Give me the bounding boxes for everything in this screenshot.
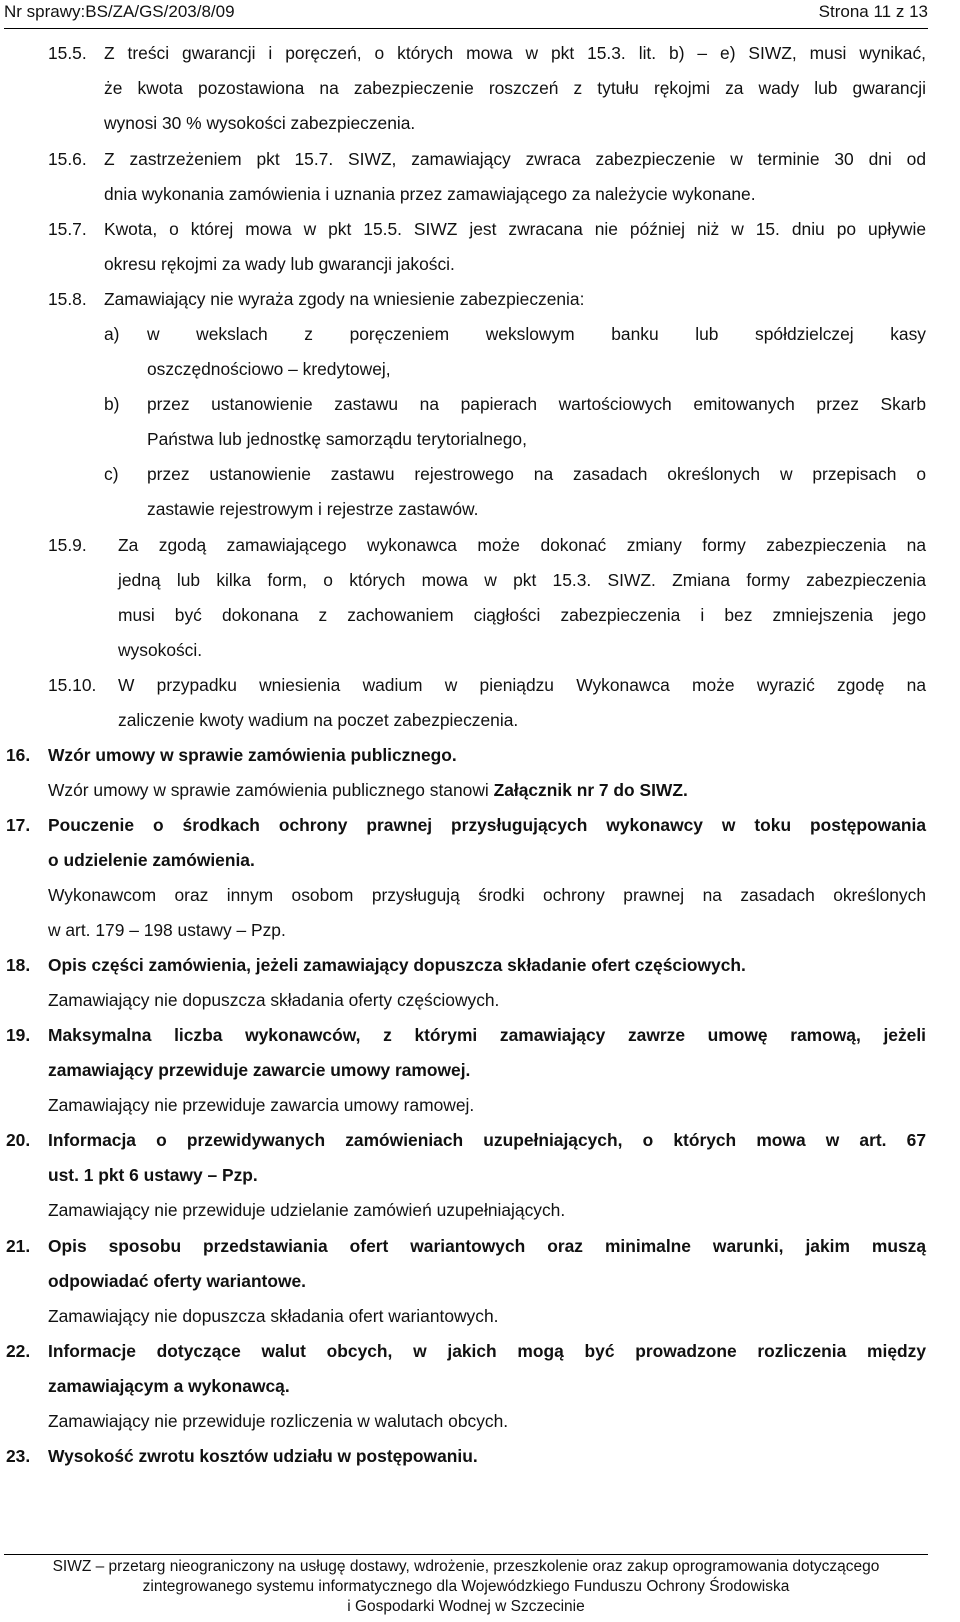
footer-line: SIWZ – przetarg nieograniczony na usługę dostawy, wdrożenie, przeszkolenie oraz zakup oprogramowania dotyczącego — [52, 1558, 880, 1575]
list-letter: a) — [104, 324, 120, 344]
text-line: Wykonawcom oraz innym osobom przysługują środki ochrony prawnej na zasadach określonych — [48, 885, 926, 905]
section-heading: zamawiającym a wykonawcą. — [48, 1376, 290, 1396]
section-number: 23. — [6, 1446, 31, 1466]
text-line: Zamawiający nie przewiduje udzielanie zamówień uzupełniających. — [48, 1200, 566, 1220]
attachment-reference: Załącznik nr 7 do SIWZ. — [493, 780, 688, 800]
section-heading: Opis części zamówienia, jeżeli zamawiający dopuszcza składanie ofert częściowych. — [48, 955, 746, 975]
section-number: 21. — [6, 1236, 31, 1256]
section-heading: odpowiadać oferty wariantowe. — [48, 1271, 307, 1291]
section-heading: o udzielenie zamówienia. — [48, 850, 255, 870]
item-number: 15.7. — [48, 219, 87, 239]
page-number: Strona 11 z 13 — [818, 2, 928, 21]
section-heading: Pouczenie o środkach ochrony prawnej przysługujących wykonawcy w toku postępowania — [48, 815, 926, 835]
text-line: Zamawiający nie wyraża zgody na wniesienie zabezpieczenia: — [104, 289, 585, 309]
section-heading: Opis sposobu przedstawiania ofert wariantowych oraz minimalne warunki, jakim muszą — [48, 1236, 926, 1256]
text-line: dnia wykonania zamówienia i uznania przez zamawiającego za należycie wykonane. — [104, 184, 756, 204]
section-heading: ust. 1 pkt 6 ustawy – Pzp. — [48, 1165, 258, 1185]
text-line: przez ustanowienie zastawu rejestrowego na zasadach określonych w przepisach o — [147, 464, 926, 484]
text-line: Wzór umowy w sprawie zamówienia publicznego stanowi Załącznik nr 7 do SIWZ. — [48, 780, 688, 800]
list-letter: b) — [104, 394, 120, 414]
section-number: 22. — [6, 1341, 31, 1361]
section-number: 16. — [6, 745, 31, 765]
text-line: musi być dokonana z zachowaniem ciągłości zabezpieczenia i bez zmniejszenia jego — [118, 605, 926, 625]
text-line: Zamawiający nie przewiduje rozliczenia w walutach obcych. — [48, 1411, 509, 1431]
footer-line: i Gospodarki Wodnej w Szczecinie — [347, 1598, 585, 1615]
text-line: jedną lub kilka form, o których mowa w pkt 15.3. SIWZ. Zmiana formy zabezpieczenia — [118, 570, 926, 590]
text-line: w art. 179 – 198 ustawy – Pzp. — [48, 920, 286, 940]
section-heading: Informacje dotyczące walut obcych, w jakich mogą być prowadzone rozliczenia między — [48, 1341, 926, 1361]
section-heading: zamawiający przewiduje zawarcie umowy ramowej. — [48, 1060, 471, 1080]
text-line: oszczędnościowo – kredytowej, — [147, 359, 391, 379]
text-line: W przypadku wniesienia wadium w pieniądzu Wykonawca może wyrazić zgodę na — [118, 675, 926, 695]
text-line: wysokości. — [118, 640, 203, 660]
section-number: 19. — [6, 1025, 31, 1045]
text-line: Państwa lub jednostkę samorządu terytorialnego, — [147, 429, 527, 449]
section-heading: Wzór umowy w sprawie zamówienia publicznego. — [48, 745, 457, 765]
text-line: Z treści gwarancji i poręczeń, o których mowa w pkt 15.3. lit. b) – e) SIWZ, musi wynikać, — [104, 43, 926, 63]
item-number: 15.8. — [48, 289, 87, 309]
text-line: zaliczenie kwoty wadium na poczet zabezpieczenia. — [118, 710, 519, 730]
section-heading: Maksymalna liczba wykonawców, z którymi zamawiający zawrze umowę ramową, jeżeli — [48, 1025, 926, 1045]
page-header — [4, 0, 928, 29]
footer-line: zintegrowanego systemu informatycznego dla Wojewódzkiego Funduszu Ochrony Środowiska — [142, 1578, 790, 1595]
text-line: Zamawiający nie dopuszcza składania oferty częściowych. — [48, 990, 500, 1010]
item-number: 15.6. — [48, 149, 87, 169]
item-number: 15.9. — [48, 535, 87, 555]
text-line: Zamawiający nie przewiduje zawarcia umowy ramowej. — [48, 1095, 475, 1115]
page-footer — [4, 1554, 928, 1617]
list-letter: c) — [104, 464, 119, 484]
text-line: Zamawiający nie dopuszcza składania ofert wariantowych. — [48, 1306, 499, 1326]
text-line: okresu rękojmi za wady lub gwarancji jakości. — [104, 254, 455, 274]
text-line: przez ustanowienie zastawu na papierach wartościowych emitowanych przez Skarb — [147, 394, 926, 414]
section-number: 20. — [6, 1130, 31, 1150]
section-number: 18. — [6, 955, 31, 975]
section-heading: Informacja o przewidywanych zamówieniach uzupełniających, o których mowa w art. 67 — [48, 1130, 926, 1150]
text-line: w wekslach z poręczeniem wekslowym banku lub spółdzielczej kasy — [147, 324, 926, 344]
text-line: Z zastrzeżeniem pkt 15.7. SIWZ, zamawiający zwraca zabezpieczenie w terminie 30 dni od — [104, 149, 926, 169]
text-line: zastawie rejestrowym i rejestrze zastawów. — [147, 499, 479, 519]
item-number: 15.10. — [48, 675, 97, 695]
text-line: wynosi 30 % wysokości zabezpieczenia. — [104, 113, 416, 133]
section-number: 17. — [6, 815, 31, 835]
section-heading: Wysokość zwrotu kosztów udziału w postępowaniu. — [48, 1446, 478, 1466]
text-line: że kwota pozostawiona na zabezpieczenie roszczeń z tytułu rękojmi za wady lub gwarancji — [104, 78, 926, 98]
text-line: Za zgodą zamawiającego wykonawca może dokonać zmiany formy zabezpieczenia na — [118, 535, 926, 555]
item-number: 15.5. — [48, 43, 87, 63]
case-number: Nr sprawy:BS/ZA/GS/203/8/09 — [4, 2, 235, 21]
text-line: Kwota, o której mowa w pkt 15.5. SIWZ jest zwracana nie później niż w 15. dniu po upływie — [104, 219, 926, 239]
